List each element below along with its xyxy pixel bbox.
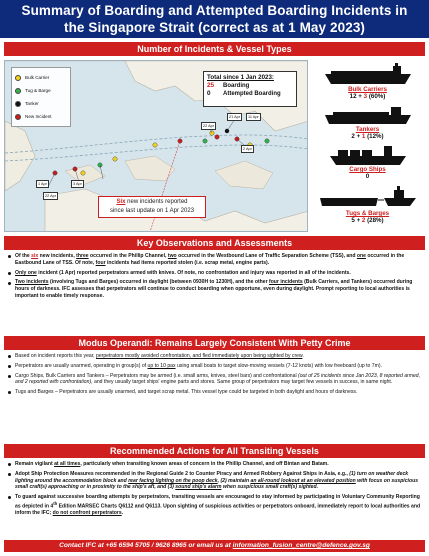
note-line-1 [99,198,205,207]
observations-list [6,253,423,303]
legend-label: Tanker [25,101,39,106]
legend-label: New Incident [25,114,52,119]
observation-item: Only one incident (1 Apr) reported perpetrators armed with knives. Of note, no confrontation and injury was reported in all of the incidents. [6,270,423,277]
modus-item: Tugs and Barges – Perpetrators are usually unarmed, and target scrap metal. This vessel type could be targeted in both daylight and hours of darkness. [6,389,423,396]
observation-item: Two incidents (involving Tugs and Barges) occurred in daylight (between 0930H to 1230H), and the other four incidents (Bulk Carriers, and Tankers) occurred during hours of darkness. IFC assesses that perpetrators will continue to conduct boarding when opportune, even during daylight. Prompt reporting to local authorities is important to enable timely response. [6,279,423,299]
date-tag: 22 Apr [45,194,56,198]
modus-section-title: Modus Operandi: Remains Largely Consistent With Petty Crime [4,336,425,350]
vessel-plus: 1 [361,133,366,140]
green-dot-icon [15,88,21,94]
vessel-tugs-barges [310,184,425,224]
tanker-icon [323,104,413,126]
action-item: Adopt Ship Protection Measures recommended in the Regional Guide 2 to Counter Piracy and Armed Robbery Against Ships in Asia, e.g., (1) turn on weather deck lighting around the accommodation block and rear facing lighting on the poop deck, (2) maintain an all-round lookout at an elevated position with focus on suspicious small craft(s) approaching or in proximity to the ship's aft, and (3) sound ship's alarm when suspicious small craft(s) sighted. [6,471,423,491]
note-six: Six [116,199,126,205]
date-tag: 11 Apr [248,115,259,119]
vessel-count: 5 + 2 (28%) [351,217,384,224]
legend-item-tanker [15,97,67,110]
vessel-plus: 2 [361,217,366,224]
vessel-name: Tankers [355,126,380,133]
vessel-count: 2 + 1 (12%) [351,133,384,140]
totals-box [203,71,297,107]
vessel-pct: (12%) [367,133,384,140]
yellow-dot-icon [15,75,21,81]
date-tag: 1 Apr [38,182,47,186]
contact-text: Contact IFC at +65 6594 5705 / 9626 8965 or email us at [59,542,233,549]
modus-item: Based on incident reports this year, perpetrators mostly avoided confrontation, and fled immediately upon being sighted by crew. [6,353,423,360]
new-incidents-note [98,196,206,218]
title-line-2: the Singapore Strait (correct as at 1 May 2023) [63,20,366,35]
bulk-carrier-icon [323,62,413,86]
vessel-base: 5 [351,217,355,224]
legend-item-tug-barge [15,84,67,97]
note-line-2: since last update on 1 Apr 2023 [109,208,195,214]
tug-barge-icon [318,184,418,210]
boarding-label: Boarding [223,82,250,89]
vessel-tankers [310,104,425,140]
legend-item-new-incident [15,110,67,123]
totals-title: Total since 1 Jan 2023: [207,74,274,81]
vessel-count: 12 + 3 (60%) [349,93,386,100]
date-tag: 3 Apr [73,182,82,186]
boarding-count: 25 [207,82,215,89]
note-line-1-rest: new incidents reported [125,199,188,205]
vessel-bulk-carriers [310,62,425,100]
observations-section-title: Key Observations and Assessments [4,236,425,250]
attempted-label: Attempted Boarding [223,90,281,97]
vessel-plus: 3 [363,93,368,100]
black-dot-icon [15,101,21,107]
date-tag: 2 Apr [243,147,252,151]
vessel-name: Bulk Carriers [348,86,387,93]
vessel-pct: (60%) [368,93,386,100]
vessel-base: 2 [351,133,355,140]
observation-item: Of the six new incidents, three occurred in the Phillip Channel, two occurred in the Westbound Lane of Traffic Separation Scheme (TSS), and one occurred in the Eastbound Lane of TSS. Of note, four incidents had items reported stolen (i.e. scrap metal, engine parts). [6,253,423,267]
vessel-pct: (28%) [367,217,384,224]
vessel-cargo-ships [310,144,425,180]
legend-label: Bulk Carrier [25,75,50,80]
actions-list [6,461,423,520]
legend-item-bulk-carrier [15,71,67,84]
cargo-ship-icon [328,144,408,166]
map-legend [11,67,71,127]
contact-email-link[interactable]: information_fusion_centre@defence.gov.sg [232,542,370,549]
modus-item: Perpetrators are usually unarmed, operating in group(s) of up to 10 pax using small boats to target slow-moving vessels (7-12 knots) with low freeboard (up to 7m). [6,363,423,370]
action-item: To guard against successive boarding attempts by perpetrators, transiting vessels are encouraged to stay informed by participating in Voluntary Community Reporting as depicted in 4th Edition MARSEC Charts Q6112 and Q6113. Upon sighting of suspicious activities or perpetrators onboard, immediately report to local authorities and inform the IFC; do not confront perpetrators. [6,494,423,517]
vessel-name: Tugs & Barges [345,210,390,217]
page-header [0,0,429,38]
actions-section-title: Recommended Actions for All Transiting Vessels [4,444,425,458]
totals-boarding-row [207,82,293,89]
modus-item: Cargo Ships, Bulk Carriers and Tankers – Perpetrators may be armed (i.e. small arms, knives, steel bars) and confrontational (out of 25 incidents since Jan 2023, 8 reported armed, and 2 reported with confrontation), and they usually target ships' engine parts and stores. Same group of perpetrators may target few vessels in success, in same night. [6,373,423,387]
date-tag: 22 Apr [203,124,214,128]
vessel-name: Cargo Ships [349,166,386,173]
contact-footer [4,540,425,552]
legend-label: Tug & Barge [25,88,51,93]
incidents-section-title: Number of Incidents & Vessel Types [4,42,425,56]
action-item: Remain vigilant at all times, particularly when transiting known areas of concern in the Phillip Channel, and off Bintan and Batam. [6,461,423,468]
vessel-count: 0 [365,173,370,180]
attempted-count: 0 [207,90,211,97]
vessel-types-panel [310,62,425,232]
modus-list [6,353,423,399]
red-dot-icon [15,114,21,120]
title-line-1: Summary of Boarding and Attempted Boarding Incidents in [21,3,408,18]
totals-attempted-row [207,90,293,97]
date-tag: 21 Apr [229,115,240,119]
vessel-base: 12 [349,93,357,100]
